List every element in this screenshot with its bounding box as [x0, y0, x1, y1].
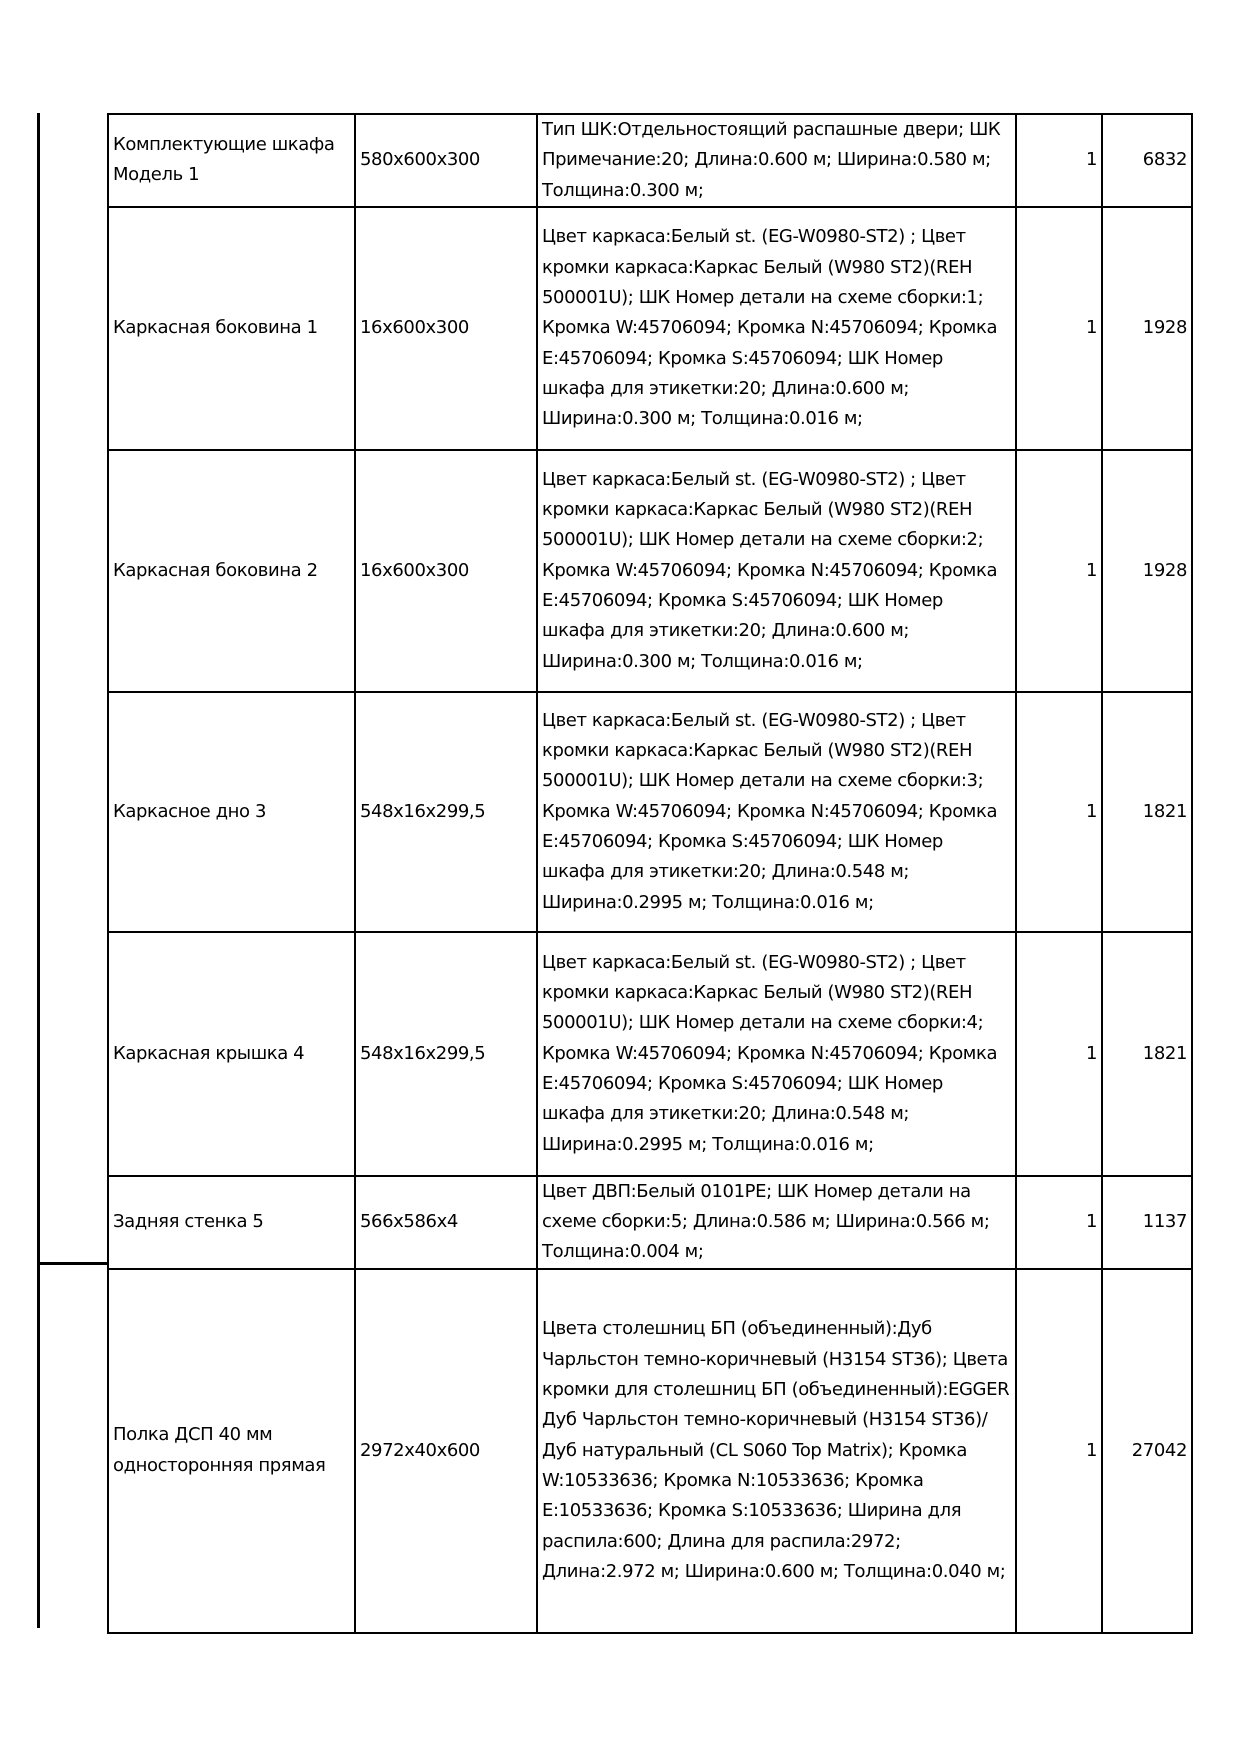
- item-price: 1928: [1102, 207, 1192, 450]
- item-description: Цвета столешниц БП (объединенный):Дуб Чарльстон темно-коричневый (H3154 ST36); Цвета кромки для столешниц БП (объединенный):EGGER Дуб Чарльстон темно-коричневый (H3154 ST36)/Дуб натуральный (CL S060 Top Matrix); Кромка W:10533636; Кромка N:10533636; Кромка E:10533636; Кромка S:10533636; Ширина для распила:600; Длина для распила:2972; Длина:2.972 м; Ширина:0.600 м; Толщина:0.040 м;: [537, 1269, 1016, 1633]
- item-price: 1137: [1102, 1176, 1192, 1269]
- item-size: 16x600x300: [355, 207, 537, 450]
- specification-table: [107, 113, 1193, 1634]
- table-row: [108, 207, 1192, 450]
- item-price: 6832: [1102, 114, 1192, 207]
- item-quantity: 1: [1016, 692, 1102, 932]
- item-name: Комплектующие шкафа Модель 1: [108, 114, 355, 207]
- item-description: Цвет каркаса:Белый st. (EG-W0980-ST2) ; Цвет кромки каркаса:Каркас Белый (W980 ST2)(REH 500001U); ШК Номер детали на схеме сборки:3; Кромка W:45706094; Кромка N:45706094; Кромка E:45706094; Кромка S:45706094; ШК Номер шкафа для этикетки:20; Длина:0.548 м; Ширина:0.2995 м; Толщина:0.016 м;: [537, 692, 1016, 932]
- item-name: Каркасное дно 3: [108, 692, 355, 932]
- item-description: Цвет каркаса:Белый st. (EG-W0980-ST2) ; Цвет кромки каркаса:Каркас Белый (W980 ST2)(REH 500001U); ШК Номер детали на схеме сборки:2; Кромка W:45706094; Кромка N:45706094; Кромка E:45706094; Кромка S:45706094; ШК Номер шкафа для этикетки:20; Длина:0.600 м; Ширина:0.300 м; Толщина:0.016 м;: [537, 450, 1016, 692]
- item-name: Полка ДСП 40 мм односторонняя прямая: [108, 1269, 355, 1633]
- item-description: Цвет каркаса:Белый st. (EG-W0980-ST2) ; Цвет кромки каркаса:Каркас Белый (W980 ST2)(REH 500001U); ШК Номер детали на схеме сборки:1; Кромка W:45706094; Кромка N:45706094; Кромка E:45706094; Кромка S:45706094; ШК Номер шкафа для этикетки:20; Длина:0.600 м; Ширина:0.300 м; Толщина:0.016 м;: [537, 207, 1016, 450]
- group-separator-line: [37, 1262, 109, 1265]
- table-row: [108, 692, 1192, 932]
- item-size: 2972x40x600: [355, 1269, 537, 1633]
- item-size: 580x600x300: [355, 114, 537, 207]
- table-row: [108, 450, 1192, 692]
- item-description: Тип ШК:Отдельностоящий распашные двери; ШК Примечание:20; Длина:0.600 м; Ширина:0.580 м; Толщина:0.300 м;: [537, 114, 1016, 207]
- item-name: Каркасная боковина 2: [108, 450, 355, 692]
- item-description: Цвет ДВП:Белый 0101PE; ШК Номер детали на схеме сборки:5; Длина:0.586 м; Ширина:0.566 м; Толщина:0.004 м;: [537, 1176, 1016, 1269]
- item-price: 1821: [1102, 932, 1192, 1176]
- item-size: 566x586x4: [355, 1176, 537, 1269]
- item-price: 27042: [1102, 1269, 1192, 1633]
- item-name: Каркасная боковина 1: [108, 207, 355, 450]
- item-size: 16x600x300: [355, 450, 537, 692]
- table-row: [108, 1269, 1192, 1633]
- item-price: 1821: [1102, 692, 1192, 932]
- table-row: [108, 1176, 1192, 1269]
- item-quantity: 1: [1016, 207, 1102, 450]
- item-size: 548x16x299,5: [355, 692, 537, 932]
- left-margin-rule: [37, 113, 40, 1628]
- item-name: Каркасная крышка 4: [108, 932, 355, 1176]
- item-quantity: 1: [1016, 1269, 1102, 1633]
- item-quantity: 1: [1016, 932, 1102, 1176]
- item-quantity: 1: [1016, 114, 1102, 207]
- item-quantity: 1: [1016, 1176, 1102, 1269]
- item-description: Цвет каркаса:Белый st. (EG-W0980-ST2) ; Цвет кромки каркаса:Каркас Белый (W980 ST2)(REH 500001U); ШК Номер детали на схеме сборки:4; Кромка W:45706094; Кромка N:45706094; Кромка E:45706094; Кромка S:45706094; ШК Номер шкафа для этикетки:20; Длина:0.548 м; Ширина:0.2995 м; Толщина:0.016 м;: [537, 932, 1016, 1176]
- item-size: 548x16x299,5: [355, 932, 537, 1176]
- table-row: [108, 114, 1192, 207]
- item-name: Задняя стенка 5: [108, 1176, 355, 1269]
- table-row: [108, 932, 1192, 1176]
- item-quantity: 1: [1016, 450, 1102, 692]
- item-price: 1928: [1102, 450, 1192, 692]
